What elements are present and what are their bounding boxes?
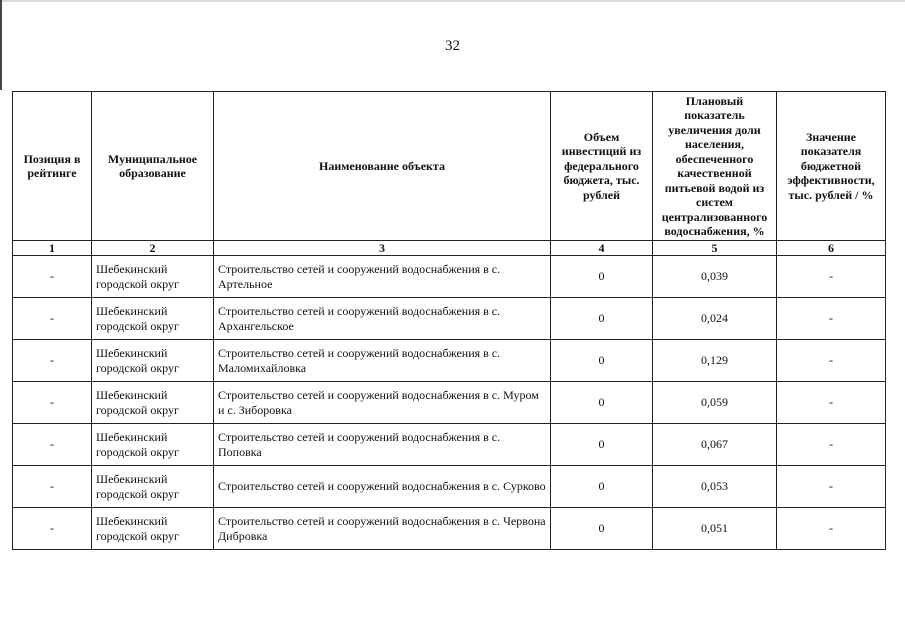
cell-position: -	[13, 466, 92, 508]
cell-share: 0,059	[653, 382, 777, 424]
cell-position: -	[13, 382, 92, 424]
cell-efficiency: -	[777, 256, 886, 298]
header-investment: Объем инвестиций из федерального бюджета, тыс. рублей	[551, 92, 653, 241]
cell-investment: 0	[551, 382, 653, 424]
table-row	[13, 382, 886, 424]
cell-efficiency: -	[777, 340, 886, 382]
cell-share: 0,053	[653, 466, 777, 508]
column-number-row	[13, 241, 886, 256]
cell-position: -	[13, 340, 92, 382]
column-number: 1	[13, 241, 92, 256]
cell-investment: 0	[551, 298, 653, 340]
column-number: 5	[653, 241, 777, 256]
cell-object: Строительство сетей и сооружений водоснабжения в с. Маломихайловка	[214, 340, 551, 382]
table-row	[13, 508, 886, 550]
cell-investment: 0	[551, 256, 653, 298]
cell-position: -	[13, 424, 92, 466]
cell-municipality: Шебекинский городской округ	[92, 298, 214, 340]
table-row	[13, 298, 886, 340]
cell-share: 0,039	[653, 256, 777, 298]
column-number: 6	[777, 241, 886, 256]
scan-top-edge	[0, 0, 905, 2]
investment-table	[12, 91, 886, 550]
header-row	[13, 92, 886, 241]
cell-position: -	[13, 256, 92, 298]
cell-efficiency: -	[777, 298, 886, 340]
header-position: Позиция в рейтинге	[13, 92, 92, 241]
column-number: 2	[92, 241, 214, 256]
header-object: Наименование объекта	[214, 92, 551, 241]
cell-position: -	[13, 508, 92, 550]
cell-efficiency: -	[777, 508, 886, 550]
table-row	[13, 256, 886, 298]
cell-object: Строительство сетей и сооружений водоснабжения в с. Артельное	[214, 256, 551, 298]
cell-municipality: Шебекинский городской округ	[92, 508, 214, 550]
table-body	[13, 256, 886, 550]
cell-object: Строительство сетей и сооружений водоснабжения в с. Архангельское	[214, 298, 551, 340]
column-number: 4	[551, 241, 653, 256]
cell-share: 0,024	[653, 298, 777, 340]
cell-position: -	[13, 298, 92, 340]
cell-share: 0,067	[653, 424, 777, 466]
cell-share: 0,051	[653, 508, 777, 550]
cell-efficiency: -	[777, 466, 886, 508]
cell-municipality: Шебекинский городской округ	[92, 466, 214, 508]
cell-investment: 0	[551, 424, 653, 466]
header-share: Плановый показатель увеличения доли населения, обеспеченного качественной питьевой водой из систем централизованного водоснабжения, %	[653, 92, 777, 241]
cell-municipality: Шебекинский городской округ	[92, 340, 214, 382]
table-row	[13, 466, 886, 508]
cell-object: Строительство сетей и сооружений водоснабжения в с. Поповка	[214, 424, 551, 466]
cell-investment: 0	[551, 466, 653, 508]
cell-municipality: Шебекинский городской округ	[92, 382, 214, 424]
cell-object: Строительство сетей и сооружений водоснабжения в с. Муром и с. Зиборовка	[214, 382, 551, 424]
column-number: 3	[214, 241, 551, 256]
cell-object: Строительство сетей и сооружений водоснабжения в с. Сурково	[214, 466, 551, 508]
table-row	[13, 424, 886, 466]
cell-efficiency: -	[777, 382, 886, 424]
header-efficiency: Значение показателя бюджетной эффективности, тыс. рублей / %	[777, 92, 886, 241]
cell-investment: 0	[551, 340, 653, 382]
cell-municipality: Шебекинский городской округ	[92, 256, 214, 298]
cell-efficiency: -	[777, 424, 886, 466]
cell-object: Строительство сетей и сооружений водоснабжения в с. Червона Дибровка	[214, 508, 551, 550]
table-row	[13, 340, 886, 382]
cell-investment: 0	[551, 508, 653, 550]
cell-share: 0,129	[653, 340, 777, 382]
cell-municipality: Шебекинский городской округ	[92, 424, 214, 466]
header-municipality: Муниципальное образование	[92, 92, 214, 241]
page-number: 32	[445, 38, 460, 54]
